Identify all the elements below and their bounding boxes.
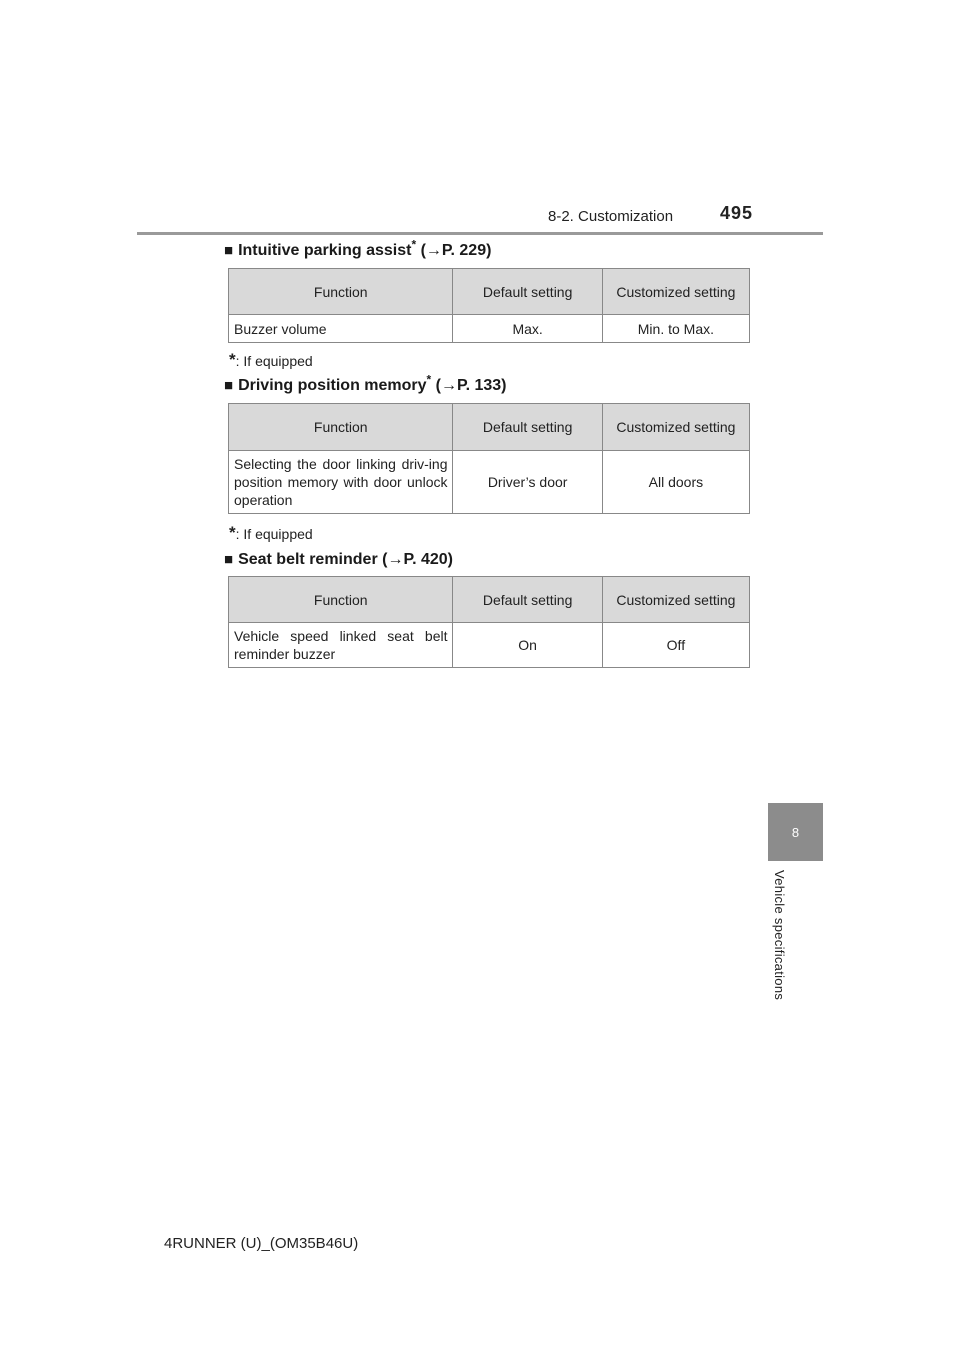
function-cell: Selecting the door linking driv-ing position memory with door unlock operation — [229, 451, 453, 514]
page-number: 495 — [720, 203, 754, 223]
customized-setting-cell: Min. to Max. — [602, 315, 749, 343]
footnote-text: : If equipped — [235, 353, 313, 369]
table-row — [229, 315, 750, 343]
column-header-function: Function — [229, 404, 453, 451]
section-title: Intuitive parking assist — [238, 242, 412, 259]
chapter-label: Vehicle specifications — [772, 870, 787, 1001]
column-header-function: Function — [229, 577, 453, 623]
square-bullet-icon: ■ — [224, 551, 234, 568]
square-bullet-icon: ■ — [224, 242, 234, 259]
column-header-default: Default setting — [453, 269, 602, 315]
page-reference-link[interactable]: (→P. 420) — [382, 551, 453, 568]
settings-table-driving-position-memory — [228, 403, 750, 514]
table-header-row — [229, 269, 750, 315]
footnote-if-equipped — [229, 523, 313, 543]
column-header-customized: Customized setting — [602, 577, 749, 623]
footnote-if-equipped — [229, 350, 313, 370]
footer-model-code: 4RUNNER (U)_(OM35B46U) — [164, 1235, 359, 1252]
column-header-function: Function — [229, 269, 453, 315]
function-cell: Buzzer volume — [229, 315, 453, 343]
asterisk-mark: * — [229, 350, 236, 369]
settings-table-parking-assist — [228, 268, 750, 343]
chapter-tab[interactable] — [768, 803, 823, 861]
column-header-default: Default setting — [453, 404, 602, 451]
column-header-customized: Customized setting — [602, 269, 749, 315]
function-cell: Vehicle speed linked seat belt reminder buzzer — [229, 623, 453, 668]
table-row — [229, 451, 750, 514]
customized-setting-cell: Off — [602, 623, 749, 668]
customized-setting-cell: All doors — [602, 451, 749, 514]
asterisk-mark: * — [426, 372, 432, 387]
page-reference-link[interactable]: (→P. 229) — [420, 242, 492, 259]
running-header-section: 8-2. Customization — [548, 208, 674, 225]
section-title: Seat belt reminder — [238, 551, 378, 568]
header-divider — [137, 232, 823, 235]
asterisk-mark: * — [229, 523, 236, 542]
default-setting-cell: On — [453, 623, 602, 668]
table-header-row — [229, 404, 750, 451]
footnote-text: : If equipped — [235, 526, 313, 542]
default-setting-cell: Driver’s door — [453, 451, 602, 514]
square-bullet-icon: ■ — [224, 377, 234, 394]
settings-table-seat-belt-reminder — [228, 576, 750, 668]
table-row — [229, 623, 750, 668]
page-reference-link[interactable]: (→P. 133) — [435, 377, 507, 394]
chapter-number: 8 — [791, 825, 800, 840]
section-title: Driving position memory — [238, 377, 427, 394]
section-heading-seat-belt-reminder — [224, 551, 453, 569]
default-setting-cell: Max. — [453, 315, 602, 343]
section-heading-parking-assist — [224, 237, 492, 260]
column-header-default: Default setting — [453, 577, 602, 623]
asterisk-mark: * — [411, 237, 417, 252]
column-header-customized: Customized setting — [602, 404, 749, 451]
section-heading-driving-position-memory — [224, 372, 507, 395]
table-header-row — [229, 577, 750, 623]
